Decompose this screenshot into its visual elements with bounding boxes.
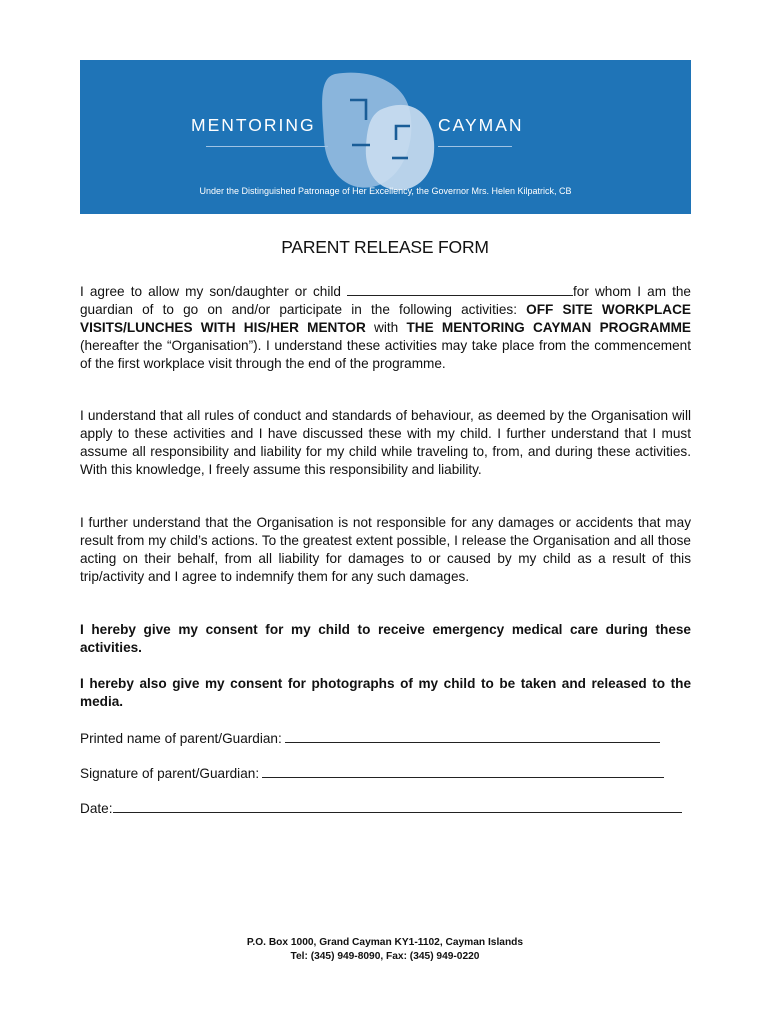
date-field[interactable] (113, 799, 682, 813)
child-name-blank[interactable] (347, 282, 573, 296)
conduct-text: I understand that all rules of conduct and standards of behaviour, as deemed by the Organisation will apply to these activities and I have discussed these with my child. I further understand that I must assume all responsibility and liability for my child while traveling to, from, and during these activities. With this knowledge, I freely assume this responsibility and liability. (80, 408, 691, 477)
agreement-text-d: (hereafter the “Organisation”). I understand these activities may take place from the commencement of the first workplace visit through the end of the programme. (80, 338, 691, 371)
printed-name-label: Printed name of parent/Guardian: (80, 731, 282, 746)
photo-consent-paragraph (80, 675, 691, 711)
date-row (80, 799, 682, 818)
medical-consent-text: I hereby give my consent for my child to receive emergency medical care during these activities. (80, 622, 691, 655)
liability-paragraph (80, 514, 691, 586)
photo-consent-text: I hereby also give my consent for photographs of my child to be taken and released to the media. (80, 676, 691, 709)
agreement-text-b: for whom I am the guardian of to go on and/or participate in the following activities: (80, 284, 691, 317)
logo-underline-left (206, 146, 328, 147)
agreement-text-c: with (365, 320, 407, 335)
logo-underline-right (438, 146, 512, 147)
agreement-bold-activities: OFF SITE WORKPLACE VISITS/LUNCHES WITH HIS/HER MENTOR (80, 302, 692, 335)
signature-row (80, 764, 664, 783)
printed-name-field[interactable] (285, 729, 660, 743)
logo-text-cayman: CAYMAN (438, 115, 524, 135)
signature-field[interactable] (262, 764, 664, 778)
patronage-text: Under the Distinguished Patronage of Her Excellency, the Governor Mrs. Helen Kilpatrick, CB (199, 186, 572, 196)
signature-label: Signature of parent/Guardian: (80, 766, 260, 781)
footer-address: P.O. Box 1000, Grand Cayman KY1-1102, Cayman Islands (246, 937, 524, 948)
logo-text-mentoring: MENTORING (191, 115, 316, 135)
agreement-bold-programme: THE MENTORING CAYMAN PROGRAMME (406, 320, 691, 335)
agreement-text-a: I agree to allow my son/daughter or child (80, 284, 341, 299)
medical-consent-paragraph (80, 621, 691, 657)
date-label: Date: (80, 801, 113, 816)
conduct-paragraph (80, 407, 691, 479)
right-face-shape (366, 105, 434, 190)
liability-text: I further understand that the Organisation is not responsible for any damages or accidents that may result from my child’s actions. To the greatest extent possible, I release the Organisation and all those acting on their behalf, from all liability for damages to or caused by my child as a result of this trip/activity and I agree to indemnify them for any such damages. (80, 515, 691, 584)
form-title: PARENT RELEASE FORM (281, 237, 489, 257)
printed-name-row (80, 729, 660, 748)
agreement-paragraph (80, 282, 691, 373)
header-banner (80, 60, 691, 214)
footer-contact: Tel: (345) 949-8090, Fax: (345) 949-0220 (290, 951, 480, 962)
